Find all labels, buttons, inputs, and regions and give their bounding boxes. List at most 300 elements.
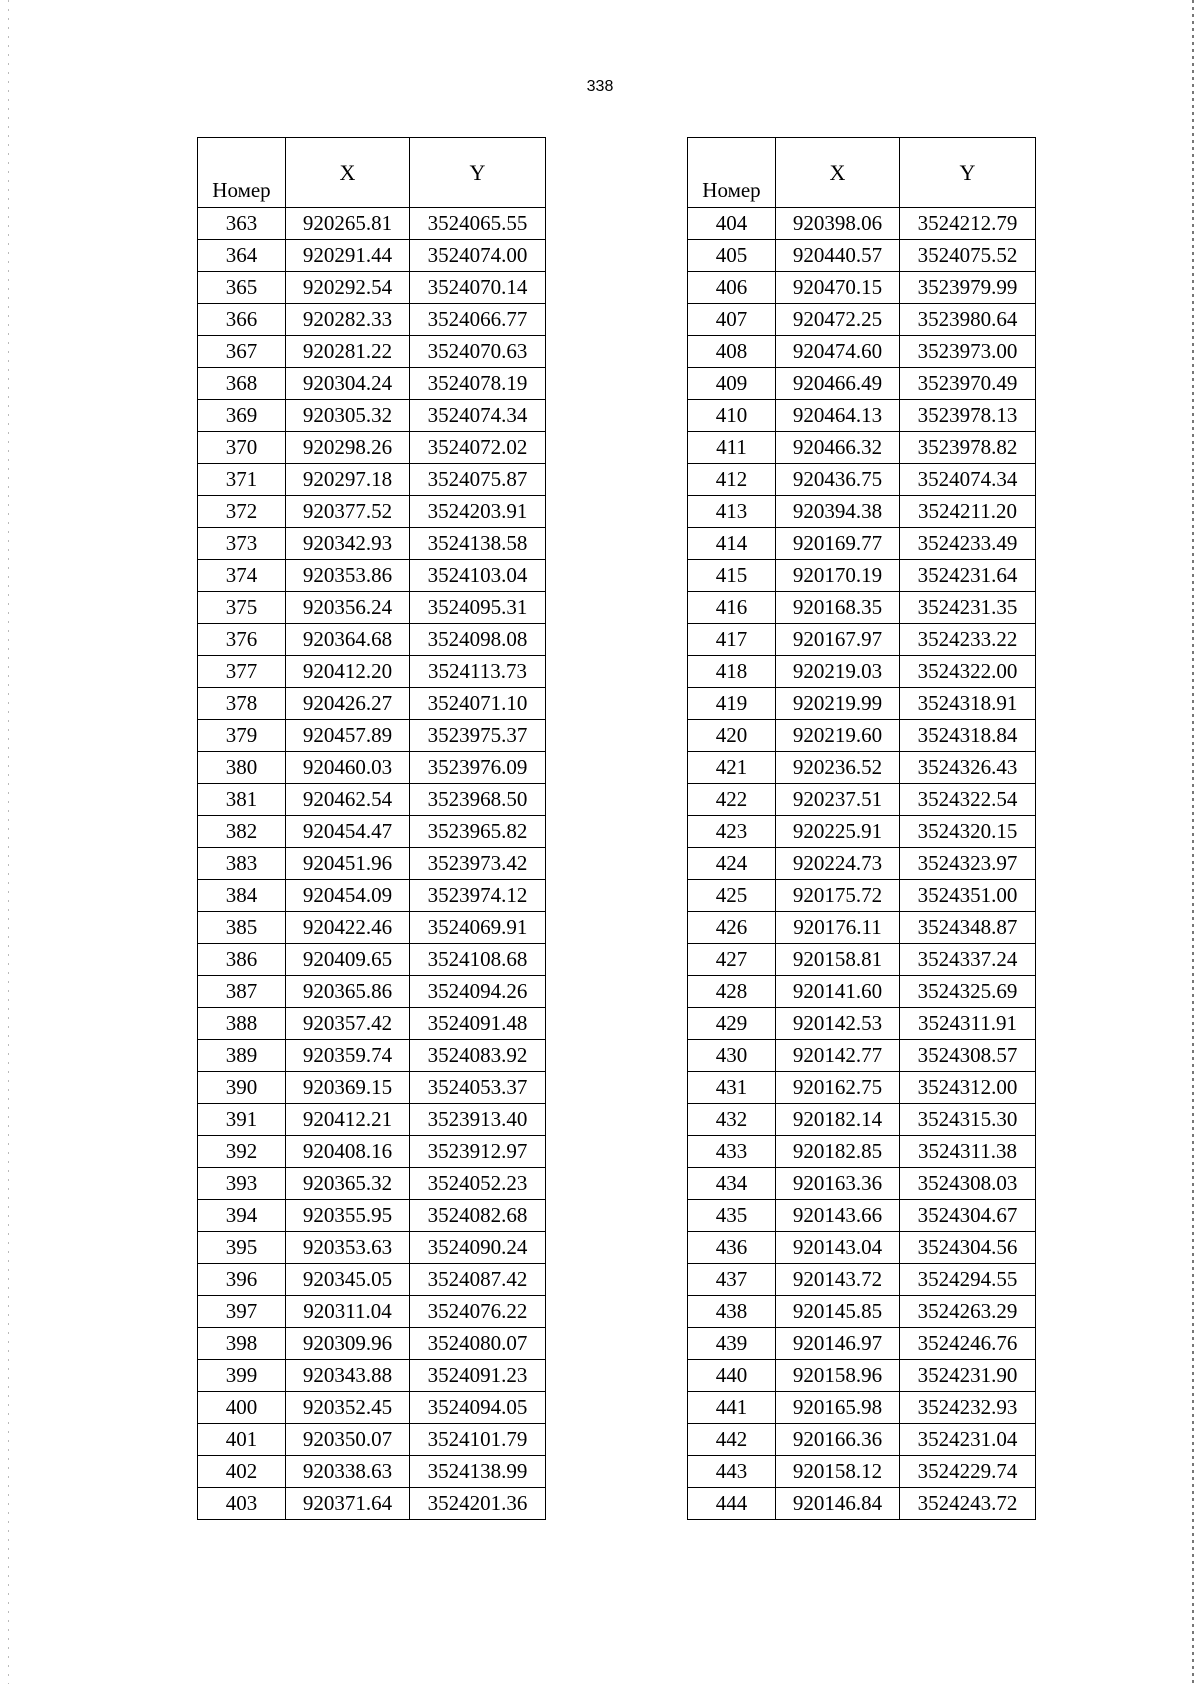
cell-y: 3524101.79 (410, 1424, 546, 1456)
header-y: Y (900, 138, 1036, 208)
table-row (688, 752, 1036, 784)
table-row (688, 1264, 1036, 1296)
cell-y: 3524211.20 (900, 496, 1036, 528)
cell-x: 920237.51 (776, 784, 900, 816)
cell-y: 3524078.19 (410, 368, 546, 400)
cell-y: 3524091.23 (410, 1360, 546, 1392)
cell-x: 920166.36 (776, 1424, 900, 1456)
cell-number: 385 (198, 912, 286, 944)
table-row (198, 1008, 546, 1040)
table-row (198, 496, 546, 528)
cell-x: 920219.03 (776, 656, 900, 688)
table-row (688, 1200, 1036, 1232)
cell-x: 920436.75 (776, 464, 900, 496)
cell-x: 920338.63 (286, 1456, 410, 1488)
cell-x: 920176.11 (776, 912, 900, 944)
cell-y: 3523975.37 (410, 720, 546, 752)
table-row (688, 464, 1036, 496)
table-row (198, 1232, 546, 1264)
cell-x: 920474.60 (776, 336, 900, 368)
table-row (198, 432, 546, 464)
table-row (688, 560, 1036, 592)
cell-number: 410 (688, 400, 776, 432)
cell-y: 3524315.30 (900, 1104, 1036, 1136)
cell-y: 3524311.91 (900, 1008, 1036, 1040)
cell-x: 920158.12 (776, 1456, 900, 1488)
cell-number: 403 (198, 1488, 286, 1520)
cell-x: 920342.93 (286, 528, 410, 560)
cell-number: 397 (198, 1296, 286, 1328)
cell-y: 3523974.12 (410, 880, 546, 912)
table-row (198, 272, 546, 304)
table-row (688, 1488, 1036, 1520)
cell-number: 386 (198, 944, 286, 976)
cell-number: 369 (198, 400, 286, 432)
table-row (198, 1360, 546, 1392)
cell-y: 3524108.68 (410, 944, 546, 976)
table-row (198, 464, 546, 496)
cell-number: 374 (198, 560, 286, 592)
cell-y: 3524231.64 (900, 560, 1036, 592)
cell-y: 3524322.54 (900, 784, 1036, 816)
cell-number: 375 (198, 592, 286, 624)
cell-y: 3523968.50 (410, 784, 546, 816)
cell-number: 384 (198, 880, 286, 912)
cell-x: 920353.63 (286, 1232, 410, 1264)
cell-x: 920426.27 (286, 688, 410, 720)
cell-y: 3524075.87 (410, 464, 546, 496)
table-row (198, 336, 546, 368)
table-row (688, 1456, 1036, 1488)
cell-x: 920281.22 (286, 336, 410, 368)
table-row (198, 1040, 546, 1072)
table-row (688, 1328, 1036, 1360)
cell-x: 920219.99 (776, 688, 900, 720)
cell-x: 920170.19 (776, 560, 900, 592)
cell-x: 920451.96 (286, 848, 410, 880)
table-row (198, 592, 546, 624)
cell-y: 3524351.00 (900, 880, 1036, 912)
table-row (198, 528, 546, 560)
cell-x: 920355.95 (286, 1200, 410, 1232)
cell-y: 3524138.99 (410, 1456, 546, 1488)
cell-number: 366 (198, 304, 286, 336)
cell-number: 425 (688, 880, 776, 912)
table-row (198, 400, 546, 432)
table-row (688, 1072, 1036, 1104)
cell-number: 413 (688, 496, 776, 528)
cell-number: 400 (198, 1392, 286, 1424)
table-row (198, 880, 546, 912)
header-number: Номер (688, 138, 776, 208)
cell-number: 371 (198, 464, 286, 496)
cell-number: 435 (688, 1200, 776, 1232)
table-row (198, 1392, 546, 1424)
cell-number: 419 (688, 688, 776, 720)
cell-number: 428 (688, 976, 776, 1008)
cell-number: 414 (688, 528, 776, 560)
cell-x: 920454.47 (286, 816, 410, 848)
cell-x: 920143.04 (776, 1232, 900, 1264)
cell-number: 391 (198, 1104, 286, 1136)
cell-number: 399 (198, 1360, 286, 1392)
cell-x: 920182.85 (776, 1136, 900, 1168)
cell-number: 380 (198, 752, 286, 784)
table-row (198, 784, 546, 816)
table-row (198, 912, 546, 944)
table-row (688, 688, 1036, 720)
cell-x: 920167.97 (776, 624, 900, 656)
table-row (198, 816, 546, 848)
cell-x: 920162.75 (776, 1072, 900, 1104)
cell-y: 3524263.29 (900, 1296, 1036, 1328)
cell-number: 429 (688, 1008, 776, 1040)
cell-y: 3524087.42 (410, 1264, 546, 1296)
header-x: X (286, 138, 410, 208)
scan-edge-left (8, 0, 9, 1684)
cell-number: 392 (198, 1136, 286, 1168)
cell-x: 920158.81 (776, 944, 900, 976)
table-row (198, 1104, 546, 1136)
cell-y: 3524080.07 (410, 1328, 546, 1360)
cell-y: 3524246.76 (900, 1328, 1036, 1360)
cell-y: 3523978.82 (900, 432, 1036, 464)
cell-y: 3523965.82 (410, 816, 546, 848)
cell-number: 383 (198, 848, 286, 880)
table-row (688, 720, 1036, 752)
table-row (688, 784, 1036, 816)
cell-number: 415 (688, 560, 776, 592)
cell-x: 920219.60 (776, 720, 900, 752)
table-row (198, 720, 546, 752)
scan-edge-right (1192, 0, 1194, 1684)
cell-number: 422 (688, 784, 776, 816)
cell-x: 920377.52 (286, 496, 410, 528)
cell-number: 389 (198, 1040, 286, 1072)
cell-x: 920168.35 (776, 592, 900, 624)
cell-number: 421 (688, 752, 776, 784)
cell-number: 411 (688, 432, 776, 464)
cell-number: 431 (688, 1072, 776, 1104)
table-row (198, 624, 546, 656)
cell-y: 3524071.10 (410, 688, 546, 720)
table-row (688, 912, 1036, 944)
cell-y: 3524203.91 (410, 496, 546, 528)
table-row (688, 816, 1036, 848)
table-row (198, 368, 546, 400)
cell-number: 390 (198, 1072, 286, 1104)
table-row (198, 976, 546, 1008)
cell-number: 420 (688, 720, 776, 752)
cell-y: 3524348.87 (900, 912, 1036, 944)
cell-y: 3524308.03 (900, 1168, 1036, 1200)
cell-x: 920365.32 (286, 1168, 410, 1200)
cell-number: 444 (688, 1488, 776, 1520)
cell-number: 442 (688, 1424, 776, 1456)
table-row (198, 1488, 546, 1520)
cell-x: 920142.77 (776, 1040, 900, 1072)
table-row (688, 1360, 1036, 1392)
cell-x: 920365.86 (286, 976, 410, 1008)
cell-number: 373 (198, 528, 286, 560)
cell-x: 920369.15 (286, 1072, 410, 1104)
table-row (688, 304, 1036, 336)
cell-number: 437 (688, 1264, 776, 1296)
cell-y: 3524311.38 (900, 1136, 1036, 1168)
cell-x: 920292.54 (286, 272, 410, 304)
cell-y: 3524066.77 (410, 304, 546, 336)
cell-number: 408 (688, 336, 776, 368)
cell-number: 393 (198, 1168, 286, 1200)
cell-number: 430 (688, 1040, 776, 1072)
cell-number: 395 (198, 1232, 286, 1264)
cell-number: 378 (198, 688, 286, 720)
cell-y: 3524103.04 (410, 560, 546, 592)
cell-number: 363 (198, 208, 286, 240)
cell-y: 3524083.92 (410, 1040, 546, 1072)
cell-x: 920454.09 (286, 880, 410, 912)
cell-number: 377 (198, 656, 286, 688)
cell-number: 439 (688, 1328, 776, 1360)
header-y: Y (410, 138, 546, 208)
coordinates-table-right (687, 137, 1036, 1520)
cell-x: 920297.18 (286, 464, 410, 496)
cell-x: 920460.03 (286, 752, 410, 784)
cell-y: 3524074.34 (900, 464, 1036, 496)
cell-y: 3524138.58 (410, 528, 546, 560)
table-row (688, 1232, 1036, 1264)
cell-x: 920309.96 (286, 1328, 410, 1360)
table-row (198, 944, 546, 976)
header-row (198, 138, 546, 208)
cell-y: 3524098.08 (410, 624, 546, 656)
cell-y: 3524294.55 (900, 1264, 1036, 1296)
cell-y: 3524072.02 (410, 432, 546, 464)
cell-number: 434 (688, 1168, 776, 1200)
table-row (688, 528, 1036, 560)
cell-number: 396 (198, 1264, 286, 1296)
cell-y: 3523912.97 (410, 1136, 546, 1168)
table-row (198, 208, 546, 240)
cell-y: 3524229.74 (900, 1456, 1036, 1488)
table-row (688, 208, 1036, 240)
cell-y: 3524070.14 (410, 272, 546, 304)
table-row (198, 1296, 546, 1328)
table-row (688, 368, 1036, 400)
cell-x: 920305.32 (286, 400, 410, 432)
cell-x: 920364.68 (286, 624, 410, 656)
cell-y: 3524094.26 (410, 976, 546, 1008)
cell-x: 920225.91 (776, 816, 900, 848)
cell-y: 3523976.09 (410, 752, 546, 784)
table-row (198, 304, 546, 336)
cell-number: 418 (688, 656, 776, 688)
table-row (688, 272, 1036, 304)
table-row (688, 848, 1036, 880)
cell-number: 402 (198, 1456, 286, 1488)
table-row (688, 1040, 1036, 1072)
cell-y: 3524320.15 (900, 816, 1036, 848)
cell-x: 920265.81 (286, 208, 410, 240)
cell-y: 3524232.93 (900, 1392, 1036, 1424)
table-row (688, 944, 1036, 976)
cell-y: 3523973.42 (410, 848, 546, 880)
table-row (198, 1136, 546, 1168)
cell-x: 920143.66 (776, 1200, 900, 1232)
cell-number: 423 (688, 816, 776, 848)
header-x: X (776, 138, 900, 208)
cell-number: 432 (688, 1104, 776, 1136)
cell-x: 920158.96 (776, 1360, 900, 1392)
table-row (198, 1264, 546, 1296)
cell-x: 920345.05 (286, 1264, 410, 1296)
cell-x: 920466.32 (776, 432, 900, 464)
cell-y: 3524113.73 (410, 656, 546, 688)
cell-x: 920146.84 (776, 1488, 900, 1520)
cell-y: 3524052.23 (410, 1168, 546, 1200)
cell-number: 401 (198, 1424, 286, 1456)
cell-y: 3524233.22 (900, 624, 1036, 656)
cell-x: 920343.88 (286, 1360, 410, 1392)
header-row (688, 138, 1036, 208)
table-row (688, 1392, 1036, 1424)
header-number: Номер (198, 138, 286, 208)
cell-x: 920165.98 (776, 1392, 900, 1424)
table-row (198, 1328, 546, 1360)
cell-x: 920291.44 (286, 240, 410, 272)
cell-y: 3523970.49 (900, 368, 1036, 400)
cell-y: 3524337.24 (900, 944, 1036, 976)
cell-y: 3524304.56 (900, 1232, 1036, 1264)
cell-y: 3524065.55 (410, 208, 546, 240)
table-row (688, 624, 1036, 656)
cell-number: 365 (198, 272, 286, 304)
cell-x: 920304.24 (286, 368, 410, 400)
cell-x: 920175.72 (776, 880, 900, 912)
cell-x: 920141.60 (776, 976, 900, 1008)
cell-x: 920412.20 (286, 656, 410, 688)
page-number: 338 (586, 78, 614, 95)
cell-x: 920182.14 (776, 1104, 900, 1136)
cell-y: 3524318.91 (900, 688, 1036, 720)
cell-y: 3524095.31 (410, 592, 546, 624)
cell-number: 376 (198, 624, 286, 656)
cell-y: 3524231.90 (900, 1360, 1036, 1392)
table-row (688, 880, 1036, 912)
cell-x: 920236.52 (776, 752, 900, 784)
cell-number: 407 (688, 304, 776, 336)
cell-number: 427 (688, 944, 776, 976)
cell-x: 920298.26 (286, 432, 410, 464)
cell-y: 3524074.00 (410, 240, 546, 272)
cell-x: 920371.64 (286, 1488, 410, 1520)
table-row (198, 560, 546, 592)
cell-y: 3524243.72 (900, 1488, 1036, 1520)
cell-x: 920282.33 (286, 304, 410, 336)
cell-number: 370 (198, 432, 286, 464)
table-row (688, 1424, 1036, 1456)
cell-y: 3524304.67 (900, 1200, 1036, 1232)
cell-x: 920142.53 (776, 1008, 900, 1040)
table-row (688, 496, 1036, 528)
cell-y: 3523978.13 (900, 400, 1036, 432)
cell-x: 920311.04 (286, 1296, 410, 1328)
cell-x: 920440.57 (776, 240, 900, 272)
cell-number: 405 (688, 240, 776, 272)
table-row (688, 656, 1036, 688)
cell-x: 920470.15 (776, 272, 900, 304)
cell-number: 404 (688, 208, 776, 240)
cell-y: 3524053.37 (410, 1072, 546, 1104)
cell-x: 920422.46 (286, 912, 410, 944)
cell-y: 3524326.43 (900, 752, 1036, 784)
cell-number: 443 (688, 1456, 776, 1488)
table-row (688, 240, 1036, 272)
cell-number: 433 (688, 1136, 776, 1168)
table-row (688, 976, 1036, 1008)
cell-x: 920412.21 (286, 1104, 410, 1136)
table-row (688, 1104, 1036, 1136)
cell-number: 412 (688, 464, 776, 496)
table-row (688, 1136, 1036, 1168)
cell-x: 920353.86 (286, 560, 410, 592)
cell-x: 920457.89 (286, 720, 410, 752)
cell-number: 394 (198, 1200, 286, 1232)
table-row (688, 592, 1036, 624)
cell-x: 920145.85 (776, 1296, 900, 1328)
cell-y: 3524091.48 (410, 1008, 546, 1040)
cell-y: 3524094.05 (410, 1392, 546, 1424)
cell-x: 920352.45 (286, 1392, 410, 1424)
cell-number: 417 (688, 624, 776, 656)
cell-y: 3523979.99 (900, 272, 1036, 304)
cell-y: 3524074.34 (410, 400, 546, 432)
cell-y: 3524233.49 (900, 528, 1036, 560)
cell-x: 920462.54 (286, 784, 410, 816)
cell-x: 920409.65 (286, 944, 410, 976)
cell-y: 3524231.35 (900, 592, 1036, 624)
cell-number: 387 (198, 976, 286, 1008)
table-row (688, 432, 1036, 464)
cell-number: 382 (198, 816, 286, 848)
cell-y: 3524322.00 (900, 656, 1036, 688)
table-row (198, 1168, 546, 1200)
cell-number: 441 (688, 1392, 776, 1424)
cell-y: 3524231.04 (900, 1424, 1036, 1456)
cell-number: 364 (198, 240, 286, 272)
cell-number: 388 (198, 1008, 286, 1040)
cell-y: 3524308.57 (900, 1040, 1036, 1072)
cell-number: 368 (198, 368, 286, 400)
table-row (688, 1008, 1036, 1040)
cell-y: 3523913.40 (410, 1104, 546, 1136)
cell-x: 920224.73 (776, 848, 900, 880)
cell-y: 3524076.22 (410, 1296, 546, 1328)
cell-y: 3524070.63 (410, 336, 546, 368)
cell-y: 3524318.84 (900, 720, 1036, 752)
cell-x: 920464.13 (776, 400, 900, 432)
cell-y: 3524323.97 (900, 848, 1036, 880)
table-row (688, 336, 1036, 368)
cell-y: 3524325.69 (900, 976, 1036, 1008)
cell-y: 3524075.52 (900, 240, 1036, 272)
table-row (198, 688, 546, 720)
table-row (688, 1168, 1036, 1200)
cell-x: 920357.42 (286, 1008, 410, 1040)
table-row (198, 1456, 546, 1488)
cell-x: 920408.16 (286, 1136, 410, 1168)
cell-number: 409 (688, 368, 776, 400)
